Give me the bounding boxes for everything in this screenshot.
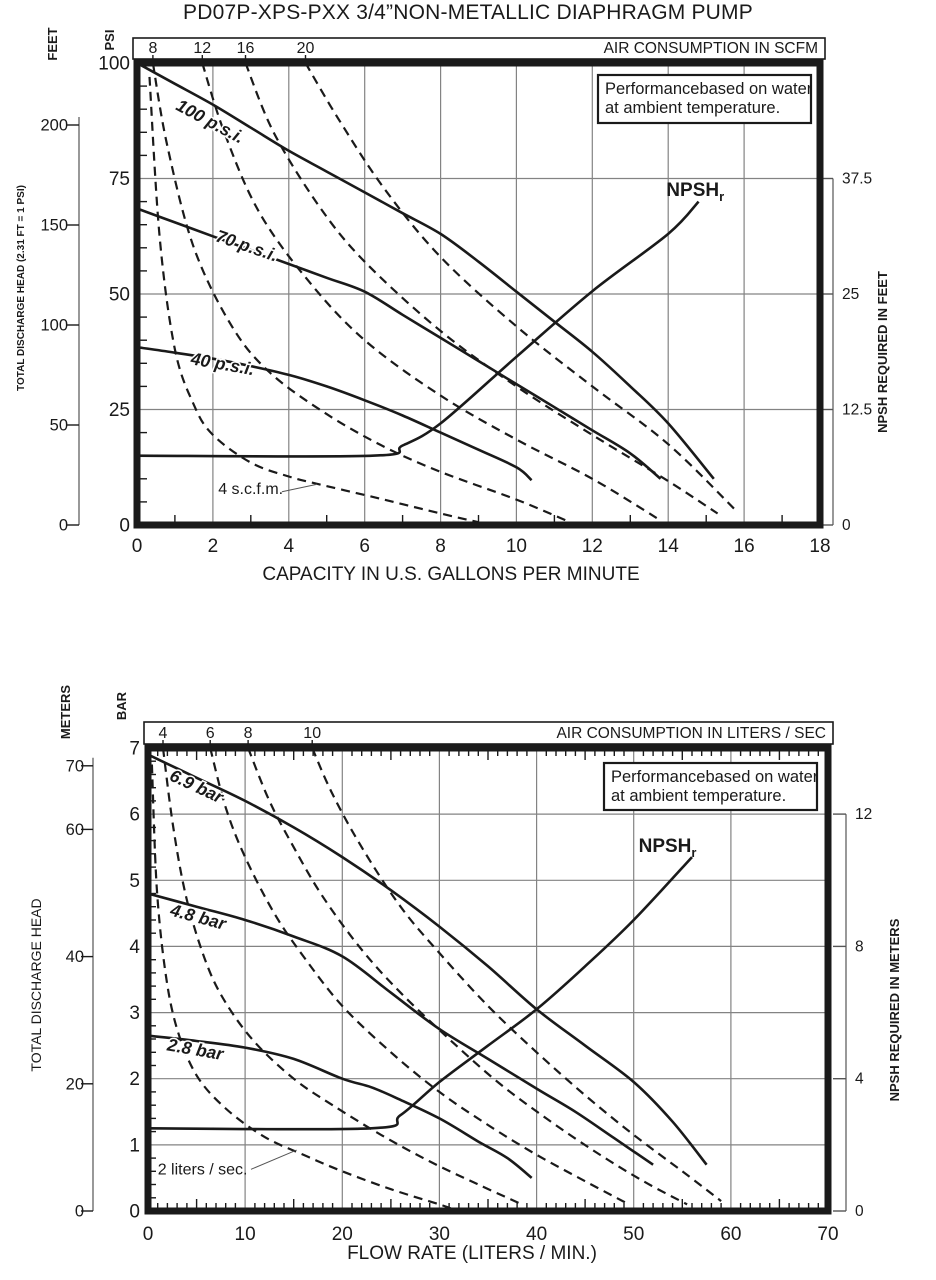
inner-axis-label: 1 <box>129 1135 140 1157</box>
inner-axis-label: 3 <box>129 1003 140 1025</box>
inner-axis <box>114 691 140 1222</box>
pressure-curve-label: 6.9 bar <box>166 765 227 808</box>
outer-axis-label: 200 <box>40 116 68 135</box>
discharge-head-title: TOTAL DISCHARGE HEAD (2.31 FT = 1 PSI) <box>16 185 27 391</box>
pressure-curve-6.9-bar <box>148 755 707 1165</box>
air-scale-tick-label: 4 <box>158 725 168 742</box>
outer-axis-name: FEET <box>45 27 60 61</box>
air-scale-band <box>133 38 825 62</box>
border-ticks <box>149 749 818 1210</box>
pressure-curve-label: 40 p.s.i. <box>189 348 257 380</box>
air-curve-callout: 2 liters / sec. <box>157 1161 248 1179</box>
air-curve-10-lps <box>312 748 721 1201</box>
npsh-axis <box>820 171 890 535</box>
pressure-curve-4.8-bar <box>148 894 653 1165</box>
curves <box>148 748 721 1210</box>
npsh-axis-label: 25 <box>842 286 860 303</box>
x-axis-label: 8 <box>435 536 446 557</box>
air-curve-16-scfm <box>246 63 718 514</box>
air-scale-tick-label: 6 <box>205 725 215 742</box>
npsh-axis-label: 4 <box>855 1070 864 1088</box>
npsh-axis-label: 12 <box>855 806 873 824</box>
x-axis-label: 60 <box>720 1224 742 1245</box>
air-scale-title: AIR CONSUMPTION IN SCFM <box>603 40 818 57</box>
air-scale-tick-label: 8 <box>243 725 253 742</box>
inner-axis-label: 0 <box>119 515 130 537</box>
inner-axis-name: PSI <box>102 29 117 51</box>
npsh-axis <box>833 806 902 1220</box>
inner-axis-label: 25 <box>108 400 130 421</box>
imperial-chart <box>16 27 890 585</box>
metric-chart <box>28 685 902 1264</box>
air-scale-tick-label: 16 <box>236 40 255 57</box>
pressure-curve-label: 70 p.s.i. <box>213 225 281 266</box>
note-line: at ambient temperature. <box>611 787 787 805</box>
air-scale-tick-label: 12 <box>193 40 212 57</box>
air-scale-band <box>144 722 833 747</box>
x-axis-label: 40 <box>526 1224 548 1245</box>
note-line: Performancebased on water <box>605 80 813 98</box>
outer-axis-label: 150 <box>40 216 68 235</box>
x-axis-label: 10 <box>234 1224 256 1245</box>
npsh-axis-label: 8 <box>855 938 864 956</box>
discharge-head-title: TOTAL DISCHARGE HEAD <box>28 898 44 1072</box>
x-axis-label: 6 <box>359 536 370 557</box>
outer-axis-label: 0 <box>58 516 68 535</box>
inner-axis-label: 0 <box>129 1201 140 1223</box>
air-scale-tick-label: 10 <box>303 725 322 742</box>
x-axis-label: 30 <box>428 1224 450 1245</box>
pressure-curve-label: 4.8 bar <box>168 899 229 934</box>
inner-axis-label: 5 <box>129 870 140 892</box>
air-curve-callout: 4 s.c.f.m. <box>218 481 284 498</box>
x-axis-label: 2 <box>207 536 219 557</box>
npsh-axis-label: 0 <box>842 517 851 534</box>
x-axis-title: FLOW RATE (LITERS / MIN.) <box>347 1243 597 1264</box>
note-box <box>598 75 813 123</box>
x-axis-label: 50 <box>623 1224 645 1245</box>
air-scale-tick-label: 8 <box>148 40 158 57</box>
note-line: Performancebased on water <box>611 768 819 786</box>
page-title: PD07P-XPS-PXX 3/4”NON-METALLIC DIAPHRAGM PUMP <box>183 1 753 24</box>
x-axis-label: 0 <box>131 536 143 557</box>
inner-axis <box>98 30 130 537</box>
curve-labels <box>158 765 697 1178</box>
x-axis-label: 18 <box>809 536 831 557</box>
outer-axis-label: 60 <box>65 820 84 839</box>
air-scale-title: AIR CONSUMPTION IN LITERS / SEC <box>556 725 826 742</box>
npsh-axis-label: 0 <box>855 1203 864 1220</box>
npsh-axis-label: 37.5 <box>842 170 873 188</box>
air-curve-leader-line <box>251 1150 297 1169</box>
outer-axis-label: 70 <box>65 757 84 776</box>
border-ticks <box>138 86 782 524</box>
x-axis-label: 70 <box>817 1224 839 1245</box>
outer-axis <box>16 27 79 534</box>
inner-axis-label: 6 <box>129 804 140 826</box>
x-axis-label: 20 <box>331 1224 353 1245</box>
pressure-curve-label: 2.8 bar <box>165 1034 225 1065</box>
npsh-curve <box>148 857 692 1129</box>
x-axis-title: CAPACITY IN U.S. GALLONS PER MINUTE <box>262 564 640 585</box>
x-axis <box>132 536 831 585</box>
outer-axis-label: 50 <box>49 416 68 435</box>
outer-axis-label: 20 <box>65 1075 84 1094</box>
inner-axis-name: BAR <box>114 691 129 721</box>
x-axis-label: 14 <box>657 536 679 557</box>
gridlines <box>148 748 828 1211</box>
x-axis-label: 4 <box>283 536 295 557</box>
inner-axis-label: 2 <box>129 1069 140 1091</box>
outer-axis-label: 40 <box>65 948 84 967</box>
inner-axis-label: 50 <box>108 284 130 306</box>
air-curve-leader-line <box>282 484 317 491</box>
x-axis-label: 12 <box>581 536 603 557</box>
air-curve-12-scfm <box>202 63 657 518</box>
outer-axis-label: 0 <box>74 1202 84 1221</box>
note-box <box>604 763 819 810</box>
inner-axis-label: 4 <box>129 936 140 958</box>
inner-axis-label: 7 <box>129 738 140 760</box>
x-axis-label: 16 <box>733 536 755 557</box>
npsh-axis-title: NPSH REQUIRED IN FEET <box>875 271 890 433</box>
outer-axis-name: METERS <box>58 684 73 740</box>
air-curve-20-scfm <box>306 63 737 511</box>
inner-axis-label: 100 <box>98 53 130 75</box>
x-axis-label: 10 <box>505 536 527 557</box>
npsh-axis-title: NPSH REQUIRED IN METERS <box>887 918 902 1102</box>
pressure-curve-label: 100 p.s.i. <box>173 95 248 148</box>
outer-axis-label: 100 <box>40 316 68 335</box>
air-scale-tick-label: 20 <box>296 40 315 57</box>
outer-axis <box>28 685 93 1221</box>
plot-border <box>148 748 828 1211</box>
note-line: at ambient temperature. <box>605 99 781 117</box>
npsh-axis-label: 12.5 <box>842 401 873 419</box>
x-axis-label: 0 <box>142 1224 154 1245</box>
npsh-curve-label: $NPSH_r$ <box>666 180 725 205</box>
inner-axis-label: 75 <box>108 169 130 190</box>
npsh-curve-label: $NPSH_r$ <box>638 836 697 861</box>
x-axis <box>143 1224 839 1264</box>
